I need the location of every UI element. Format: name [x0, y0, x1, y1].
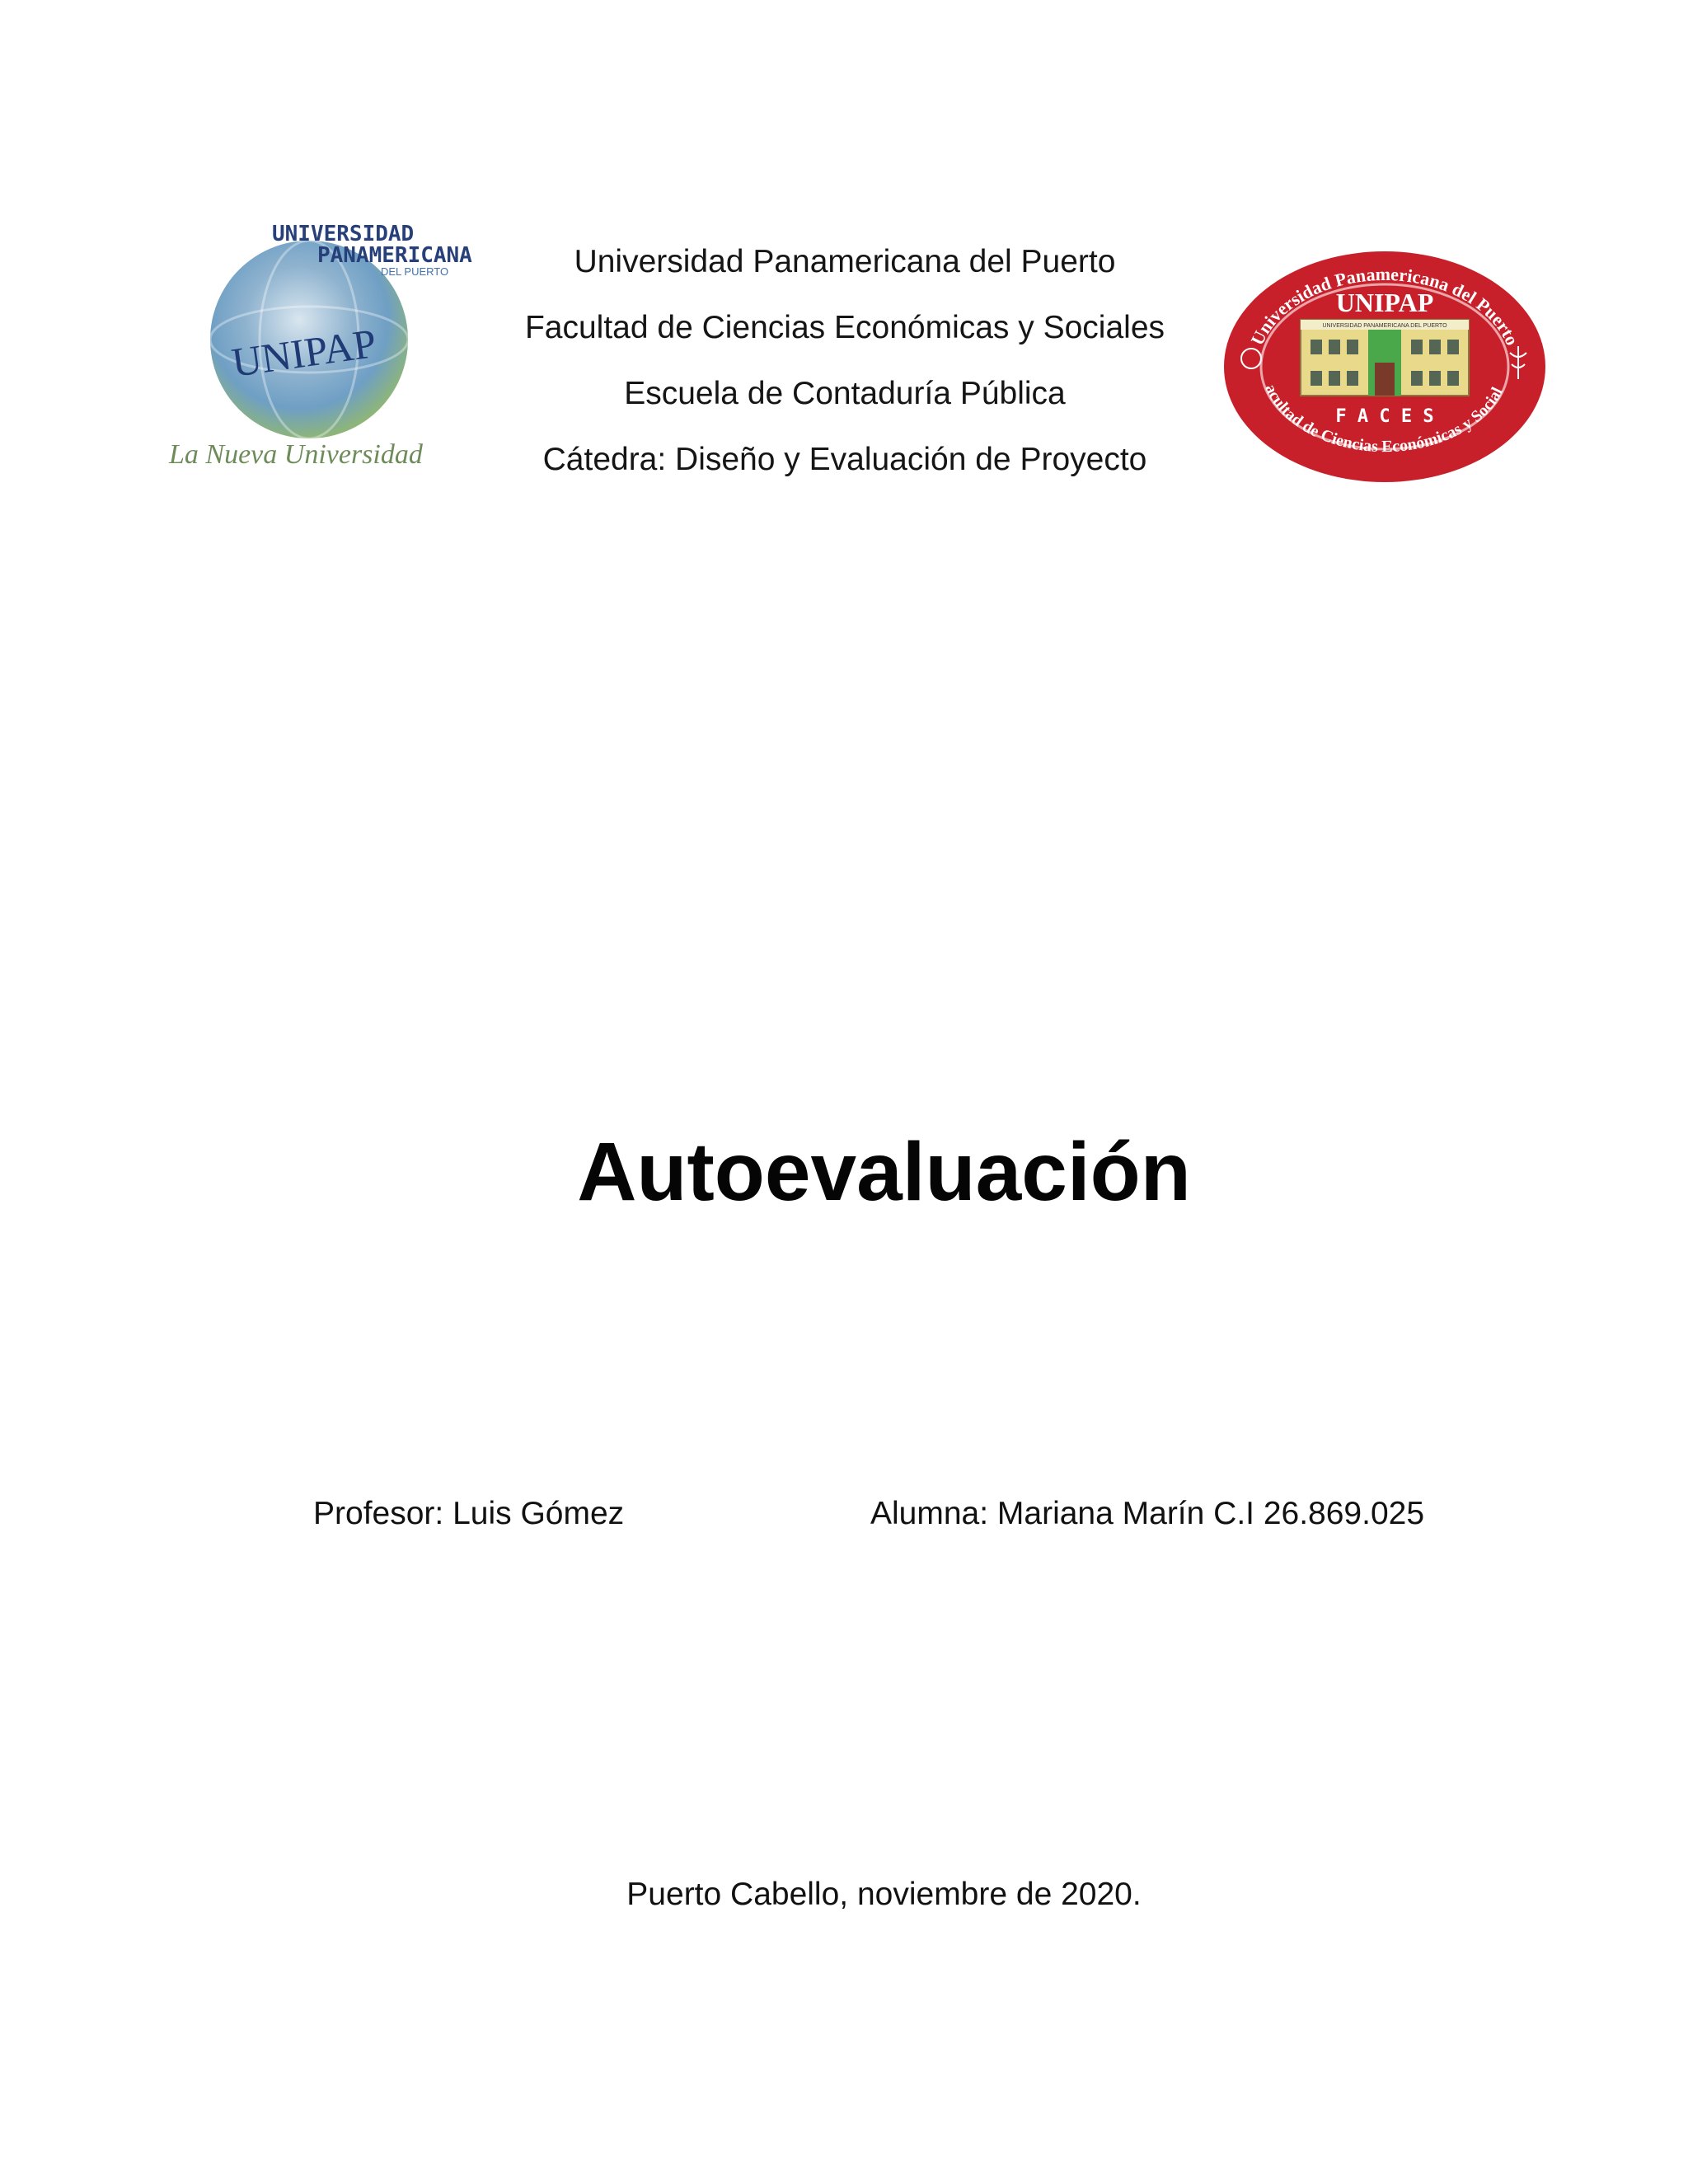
logo-del-puerto-text: DEL PUERTO — [381, 265, 449, 278]
logo-universidad-text: UNIVERSIDAD — [272, 224, 415, 246]
logo-unipap-text: UNIPAP — [228, 319, 379, 386]
institution-header — [495, 229, 1195, 493]
seal-top-text: Universidad Panamericana del Puerto — [1246, 263, 1523, 349]
seal-unipap-text: UNIPAP — [1335, 288, 1434, 317]
logo-tagline-text: La Nueva Universidad — [169, 439, 423, 470]
place-date-line: Puerto Cabello, noviembre de 2020. — [626, 1877, 1142, 1912]
logo-panamericana-text: PANAMERICANA — [317, 243, 472, 268]
header-course: Cátedra: Diseño y Evaluación de Proyecto — [542, 442, 1147, 477]
building-sign-text: UNIVERSIDAD PANAMERICANA DEL PUERTO — [1322, 323, 1447, 329]
unipap-globe-logo — [165, 224, 511, 471]
seal-bottom-text: acultad de Ciencias Económicas y Social — [1261, 381, 1507, 457]
building-icon — [1301, 320, 1469, 396]
faces-seal — [1220, 247, 1550, 486]
profesor-line: Profesor: Luis Gómez — [313, 1496, 625, 1531]
seal-faces-text: F A C E S — [1335, 406, 1434, 427]
unipap-logo — [165, 224, 511, 471]
header-faculty: Facultad de Ciencias Económicas y Sociales — [524, 310, 1165, 345]
alumna-line: Alumna: Mariana Marín C.I 26.869.025 — [870, 1496, 1425, 1531]
document-title: Autoevaluación — [577, 1126, 1191, 1218]
header-school: Escuela de Contaduría Pública — [624, 376, 1066, 411]
header-university: Universidad Panamericana del Puerto — [574, 244, 1116, 279]
faces-seal-logo — [1220, 247, 1550, 486]
